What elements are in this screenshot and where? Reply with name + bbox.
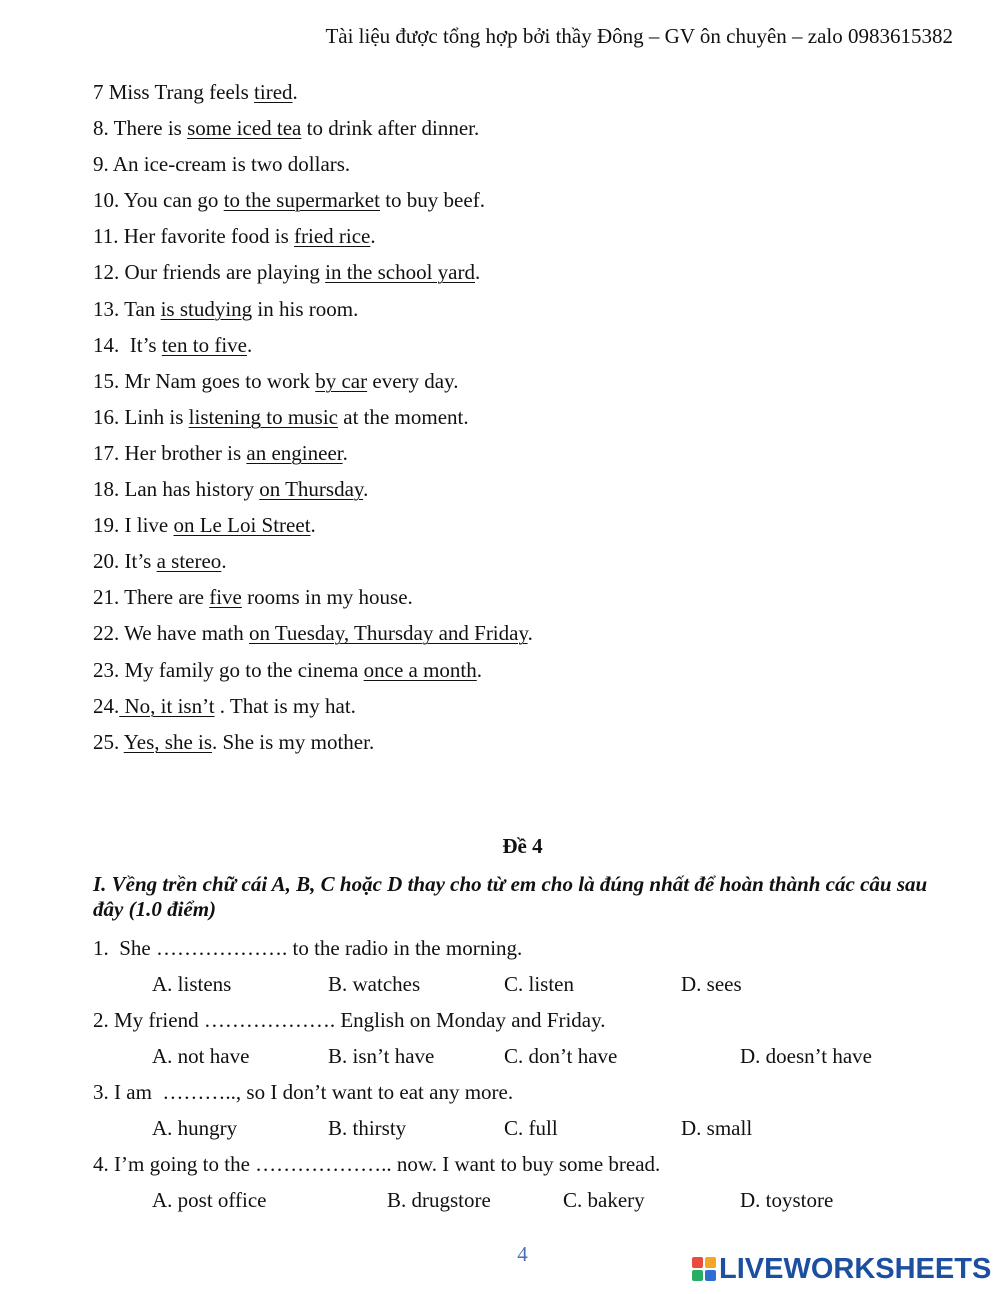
answer-text: 21. There are	[93, 585, 210, 610]
answer-line	[93, 110, 533, 146]
question-text: 4. I’m going to the ……………….. now. I want to buy some bread.	[93, 1152, 661, 1176]
answer-text: 11. Her favorite food is	[93, 224, 294, 249]
answer-text: .	[475, 260, 481, 285]
question-text: 1. She ………………. to the radio in the morning.	[93, 936, 523, 960]
question-options	[93, 1182, 953, 1218]
underlined-phrase: fried rice	[294, 224, 371, 249]
answer-text: .	[527, 621, 533, 646]
logo-tile	[692, 1257, 703, 1268]
answer-text: 18. Lan has history	[93, 477, 260, 502]
question-text: 3. I am ……….., so I don’t want to eat any more.	[93, 1080, 514, 1104]
answer-text: rooms in my house.	[241, 585, 413, 610]
answer-option[interactable]: B. watches	[328, 972, 421, 996]
answer-option[interactable]: C. bakery	[563, 1188, 645, 1212]
underlined-phrase: is studying	[160, 296, 253, 321]
answer-text: . That is my hat.	[214, 693, 356, 718]
answer-text: .	[370, 224, 376, 249]
answer-list	[93, 74, 533, 760]
question-options	[93, 966, 953, 1002]
answer-text: in his room.	[252, 296, 359, 321]
underlined-phrase: ten to five	[161, 332, 247, 357]
question-options	[93, 1038, 953, 1074]
underlined-phrase: on Thursday	[259, 477, 364, 502]
answer-option[interactable]: A. not have	[152, 1044, 250, 1068]
answer-line	[93, 507, 533, 543]
answer-option[interactable]: A. post office	[152, 1188, 267, 1212]
answer-text: 16. Linh is	[93, 404, 189, 429]
answer-text: .	[292, 80, 298, 104]
question-options	[93, 1110, 953, 1146]
answer-option[interactable]: B. thirsty	[328, 1116, 407, 1140]
answer-text: 12. Our friends are playing	[93, 260, 326, 285]
answer-option[interactable]: B. drugstore	[387, 1188, 491, 1212]
underlined-phrase: by car	[315, 368, 368, 393]
answer-text: 14. It’s	[93, 332, 162, 357]
answer-text: 17. Her brother is	[93, 440, 247, 465]
answer-line	[93, 543, 533, 579]
liveworksheets-logo-icon	[692, 1257, 716, 1281]
underlined-phrase: on Tuesday, Thursday and Friday	[248, 621, 528, 646]
liveworksheets-logo[interactable]	[692, 1252, 991, 1286]
underlined-phrase: No, it isn’t	[119, 693, 215, 718]
answer-option[interactable]: D. sees	[681, 972, 742, 996]
logo-tile	[692, 1270, 703, 1281]
logo-tile	[705, 1270, 716, 1281]
question-list	[93, 930, 953, 1218]
answer-text: every day.	[367, 368, 459, 393]
answer-text: .	[310, 513, 316, 538]
answer-line	[93, 146, 533, 182]
answer-line	[93, 724, 533, 760]
answer-line	[93, 615, 533, 651]
question-text: 2. My friend ………………. English on Monday and Friday.	[93, 1008, 606, 1032]
answer-line	[93, 291, 533, 327]
answer-option[interactable]: C. full	[504, 1116, 558, 1140]
answer-line	[93, 218, 533, 254]
answer-line	[93, 327, 533, 363]
answer-text: to drink after dinner.	[301, 116, 480, 141]
underlined-phrase: five	[209, 585, 242, 610]
answer-text: 10. You can go	[93, 188, 224, 213]
underlined-phrase: once a month	[363, 657, 477, 682]
answer-text: 13. Tan	[93, 296, 161, 321]
underlined-phrase: a stereo	[156, 549, 222, 574]
answer-option[interactable]: C. don’t have	[504, 1044, 618, 1068]
answer-text: to buy beef.	[379, 188, 485, 213]
underlined-phrase: an engineer	[246, 440, 343, 465]
answer-text: .	[476, 657, 483, 682]
underlined-phrase: Yes, she is	[123, 729, 213, 754]
answer-option[interactable]: D. doesn’t have	[740, 1044, 872, 1068]
answer-text: 7 Miss Trang feels	[93, 80, 255, 104]
logo-tile	[705, 1257, 716, 1268]
answer-text: . She is my mother.	[212, 729, 375, 754]
answer-line	[93, 688, 533, 724]
underlined-phrase: tired	[254, 80, 293, 104]
underlined-phrase: to the supermarket	[223, 188, 380, 213]
answer-text: .	[221, 549, 227, 574]
answer-line	[93, 652, 533, 688]
answer-text: 20. It’s	[93, 549, 157, 574]
answer-option[interactable]: B. isn’t have	[328, 1044, 435, 1068]
answer-text: 25.	[93, 729, 124, 754]
answer-text: 19. I live	[93, 513, 174, 538]
answer-line	[93, 471, 533, 507]
answer-line	[93, 435, 533, 471]
test-title: Đề 4	[502, 834, 543, 858]
answer-text: 23. My family go to the cinema	[93, 657, 364, 682]
answer-text: .	[363, 477, 369, 502]
section-instruction: I. Vềng trền chữ cái A, B, C hoặc D thay cho từ em cho là đúng nhất để hoàn thành các câu sau đây (1.0 điểm)	[93, 872, 928, 921]
answer-text: 24.	[93, 693, 120, 718]
underlined-phrase: listening to music	[188, 404, 338, 429]
answer-text: 8. There is	[93, 116, 188, 141]
answer-line	[93, 254, 533, 290]
answer-text: 22. We have math	[93, 621, 249, 646]
page-number: 4	[517, 1242, 528, 1266]
answer-option[interactable]: D. toystore	[740, 1188, 834, 1212]
answer-text: .	[342, 440, 348, 465]
logo-text: LIVEWORKSHEETS	[719, 1252, 992, 1285]
answer-option[interactable]: C. listen	[504, 972, 575, 996]
answer-text: .	[246, 332, 253, 357]
answer-line	[93, 74, 533, 110]
answer-text: 9. An ice-cream is two dollars.	[93, 152, 351, 177]
underlined-phrase: in the school yard	[325, 260, 475, 285]
underlined-phrase: on Le Loi Street	[173, 513, 311, 538]
answer-line	[93, 579, 533, 615]
answer-option[interactable]: A. hungry	[152, 1116, 238, 1140]
answer-option[interactable]: D. small	[681, 1116, 753, 1140]
answer-option[interactable]: A. listens	[152, 972, 232, 996]
underlined-phrase: some iced tea	[187, 116, 302, 141]
answer-line	[93, 399, 533, 435]
page-header: Tài liệu được tổng hợp bởi thầy Đông – GV ôn chuyên – zalo 0983615382	[325, 24, 953, 48]
answer-line	[93, 363, 533, 399]
answer-text: at the moment.	[338, 404, 469, 429]
answer-text: 15. Mr Nam goes to work	[93, 368, 316, 393]
answer-line	[93, 182, 533, 218]
